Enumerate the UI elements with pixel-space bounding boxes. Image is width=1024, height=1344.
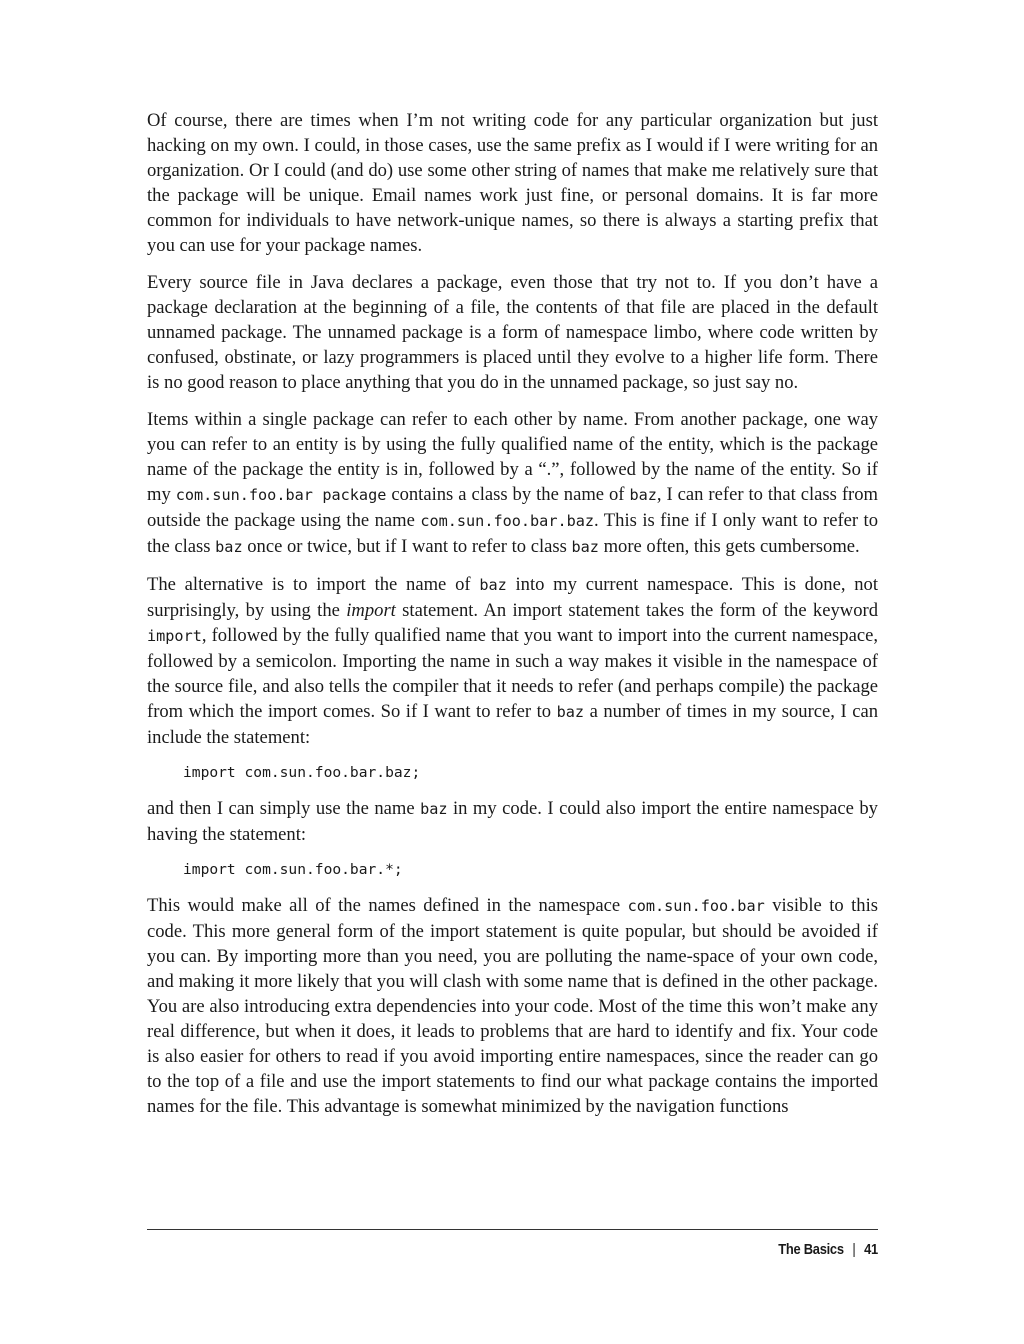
inline-code: baz [479, 576, 507, 594]
inline-code: baz [556, 703, 585, 721]
text-run: into my current namespace. This is done, not surprisingly, by using the [147, 574, 878, 621]
paragraph-import-statement [147, 572, 878, 750]
text-run: visible to this code. This more general form of the import statement is quite popular, but should be avoided if you can. By importing more than you need, you are polluting the name-space of your own code, and making it more likely that you will clash with some name that is defined in the other package. You are also introducing extra dependencies into your code. Most of the time this won’t make any real difference, but when it does, it leads to problems that are hard to identify and fix. Your code is also easier for others to read if you avoid importing entire namespaces, since the reader can go to the top of a file and use the import statements to find our what package contains the imported names for the file. This advantage is somewhat minimized by the navigation functions [147, 895, 879, 1117]
text-run: more often, this gets cumbersome. [598, 536, 860, 557]
paragraph-unnamed-package: Every source file in Java declares a package, even those that try not to. If you don’t have a package declaration at the beginning of a file, the contents of that file are placed in the default unnamed package. The unnamed package is a form of namespace limbo, where code written by confused, obstinate, or lazy programmers is placed until they evolve to a higher life form. There is no good reason to place anything that you do in the unnamed package, so just say no. [147, 272, 878, 393]
text-run: once or twice, but if I want to refer to class [242, 536, 572, 557]
inline-code: baz [215, 538, 243, 556]
text-run: The alternative is to import the name of [147, 574, 480, 595]
text-run: This would make all of the names defined in the namespace [147, 895, 628, 916]
running-footer-title: The Basics [778, 1241, 844, 1258]
inline-code: import [147, 627, 202, 645]
footer-divider [147, 1229, 878, 1230]
paragraph-wildcard-discussion [147, 893, 878, 1119]
emphasis-import: import [346, 600, 396, 621]
inline-code: com.sun.foo.bar package [175, 486, 387, 504]
inline-code: com.sun.foo.bar [627, 897, 765, 915]
code-example-wildcard-import: import com.sun.foo.bar.*; [183, 861, 403, 878]
page-body [147, 108, 878, 1131]
text-run: , followed by the fully qualified name that you want to import into the current namespace, followed by a semicolon. Importing the name in such a way makes it visible in the namespace of the source file, and also tells the compiler that it needs to refer (and perhaps compile) the package from which the import comes. So if I want to refer to [147, 625, 878, 722]
text-run: contains a class by the name of [386, 484, 630, 505]
paragraph-qualified-names [147, 407, 878, 560]
inline-code: baz [571, 538, 599, 556]
inline-code: baz [629, 486, 657, 504]
text-run: and then I can simply use the name [147, 798, 421, 819]
inline-code: com.sun.foo.bar.baz [420, 512, 595, 530]
text-run: . This is fine if I only want to refer to the class [147, 510, 878, 557]
footer-separator: | [852, 1241, 856, 1258]
paragraph-simple-name [147, 796, 878, 847]
text-run: statement. An import statement takes the form of the keyword [395, 600, 878, 621]
text-run: in my code. I could also import the entire namespace by having the statement: [147, 798, 878, 845]
text-run: Items within a single package can refer to each other by name. From another package, one way you can refer to an entity is by using the fully qualified name of the entity, which is the package name of the package the entity is in, followed by a “.”, followed by the name of the entity. So if my [147, 409, 878, 505]
page-footer [778, 1241, 878, 1258]
text-run: , I can refer to that class from outside the package using the name [147, 484, 878, 531]
inline-code: baz [420, 800, 448, 818]
paragraph-package-prefix: Of course, there are times when I’m not writing code for any particular organization but just hacking on my own. I could, in those cases, use the same prefix as I would if I were writing for an organization. Or I could (and do) use some other string of names that make me relatively sure that the package will be unique. Email names work just fine, or personal domains. It is far more common for individuals to have network-unique names, so there is always a starting prefix that you can use for your package names. [147, 110, 878, 256]
page-number: 41 [864, 1241, 878, 1258]
text-run: a number of times in my source, I can include the statement: [147, 701, 878, 748]
code-example-single-import: import com.sun.foo.bar.baz; [183, 764, 421, 781]
